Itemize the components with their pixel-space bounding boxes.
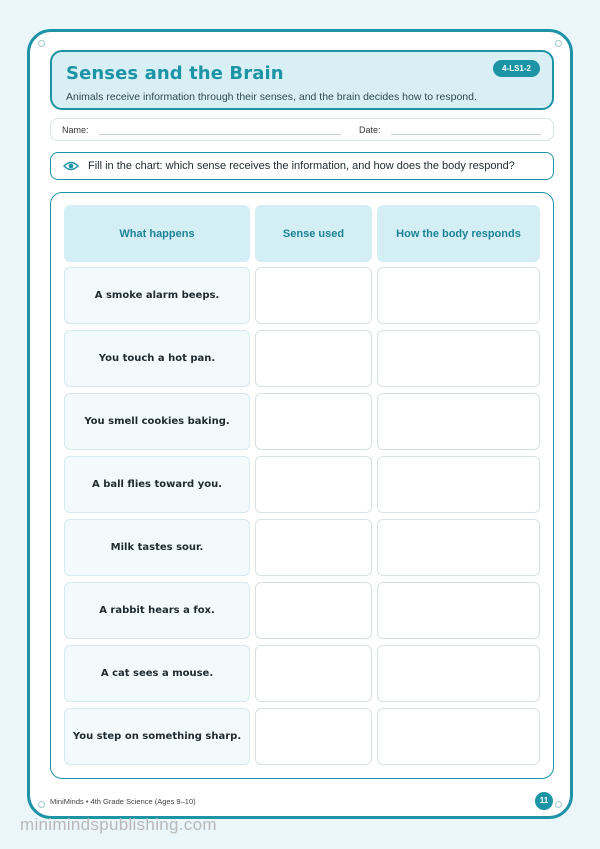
instruction-text: Fill in the chart: which sense receives the information, and how does the body respond?: [88, 160, 515, 172]
sense-answer-cell[interactable]: [255, 645, 372, 702]
scenario-cell: A cat sees a mouse.: [64, 645, 250, 702]
sense-answer-cell[interactable]: [255, 582, 372, 639]
scenario-cell: Milk tastes sour.: [64, 519, 250, 576]
scenario-cell: You smell cookies baking.: [64, 393, 250, 450]
sense-answer-cell[interactable]: [255, 267, 372, 324]
scenario-cell: You touch a hot pan.: [64, 330, 250, 387]
name-field[interactable]: [99, 134, 341, 135]
page-subtitle: Animals receive information through their senses, and the brain decides how to respond.: [66, 91, 477, 103]
footer-text: MiniMinds • 4th Grade Science (Ages 9–10): [50, 797, 196, 806]
page-title: Senses and the Brain: [66, 63, 284, 84]
response-answer-cell[interactable]: [377, 708, 540, 765]
corner-dot: [555, 40, 562, 47]
corner-dot: [555, 801, 562, 808]
watermark: minimindspublishing.com: [20, 815, 217, 834]
date-label: Date:: [359, 125, 381, 135]
scenario-cell: You step on something sharp.: [64, 708, 250, 765]
column-header: How the body responds: [377, 205, 540, 262]
scenario-cell: A ball flies toward you.: [64, 456, 250, 513]
worksheet-page: [27, 29, 573, 819]
sense-answer-cell[interactable]: [255, 330, 372, 387]
scenario-cell: A smoke alarm beeps.: [64, 267, 250, 324]
senses-chart: [50, 192, 554, 779]
sense-answer-cell[interactable]: [255, 393, 372, 450]
eye-icon: [63, 161, 79, 171]
page-number: 11: [535, 792, 553, 810]
response-answer-cell[interactable]: [377, 330, 540, 387]
standard-badge: 4-LS1-2: [493, 60, 540, 77]
corner-dot: [38, 40, 45, 47]
title-header: [50, 50, 554, 110]
response-answer-cell[interactable]: [377, 519, 540, 576]
sense-answer-cell[interactable]: [255, 519, 372, 576]
response-answer-cell[interactable]: [377, 582, 540, 639]
date-field[interactable]: [391, 134, 541, 135]
response-answer-cell[interactable]: [377, 393, 540, 450]
name-date-bar: [50, 118, 554, 141]
response-answer-cell[interactable]: [377, 645, 540, 702]
column-header: What happens: [64, 205, 250, 262]
sense-answer-cell[interactable]: [255, 708, 372, 765]
column-header: Sense used: [255, 205, 372, 262]
response-answer-cell[interactable]: [377, 267, 540, 324]
corner-dot: [38, 801, 45, 808]
sense-answer-cell[interactable]: [255, 456, 372, 513]
instruction-box: [50, 152, 554, 180]
name-label: Name:: [62, 125, 89, 135]
response-answer-cell[interactable]: [377, 456, 540, 513]
scenario-cell: A rabbit hears a fox.: [64, 582, 250, 639]
